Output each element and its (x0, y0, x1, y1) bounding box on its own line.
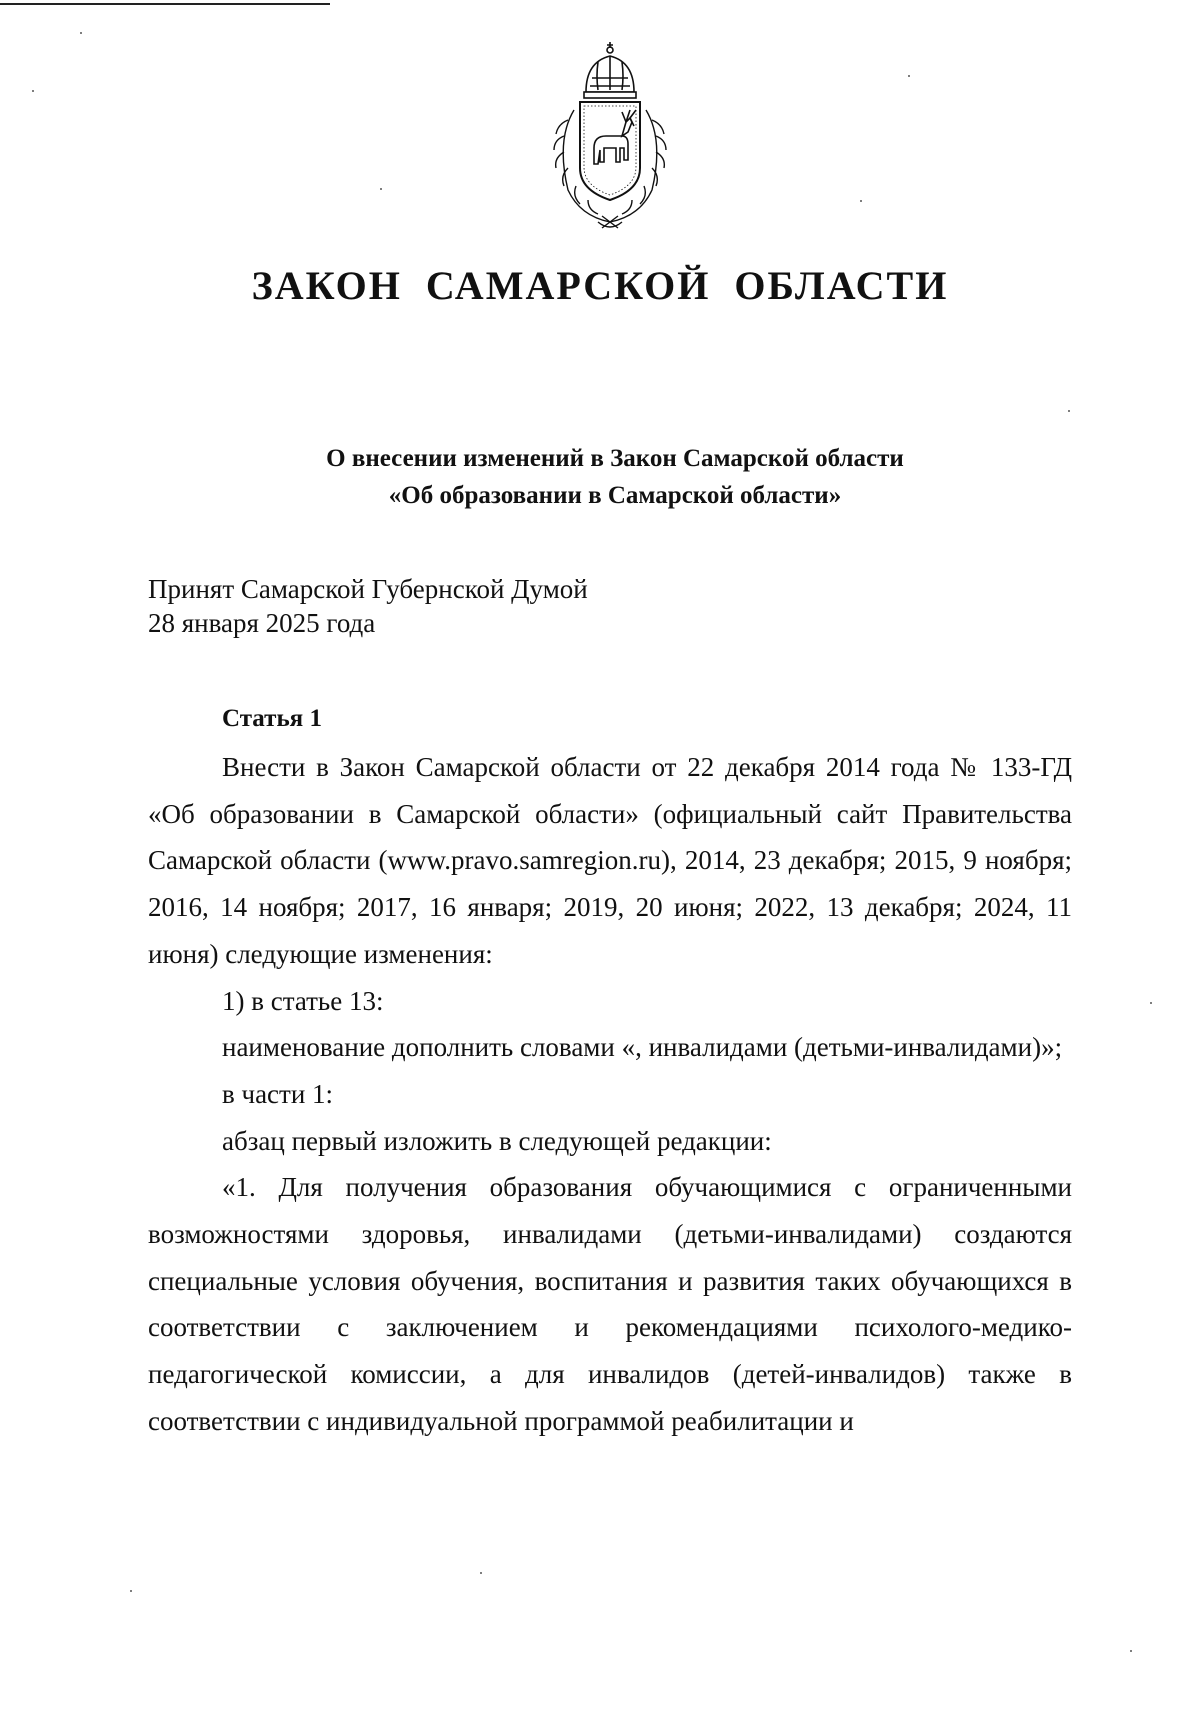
adoption-note (148, 572, 588, 640)
paragraph-title-change: наименование дополнить словами «, инвалидами (детьми-инвалидами)»; (222, 1032, 1063, 1063)
law-subtitle-line-2: «Об образовании в Самарской области» (388, 482, 842, 509)
scan-speck (80, 32, 82, 34)
scan-speck (380, 188, 382, 190)
scan-speck (480, 1572, 482, 1574)
law-subtitle-line-1: О внесении изменений в Закон Самарской области (326, 445, 904, 472)
paragraph-amendment-intro: Внести в Закон Самарской области от 22 декабря 2014 года № 133-ГД «Об образовании в Самарской области» (официальный сайт Правительства Самарской области (www.pravo.samregion.ru), 2014, 23 декабря; 2015, 9 ноября; 2016, 14 ноября; 2017, 16 января; 2019, 20 июня; 2022, 13 декабря; 2024, 11 июня) следующие изменения: (148, 752, 1072, 969)
coat-of-arms-icon (534, 40, 686, 232)
article-body (148, 744, 1072, 1445)
scan-speck (130, 1590, 132, 1592)
paragraph-part-1: в части 1: (222, 1078, 334, 1109)
adoption-body: Принят Самарской Губернской Думой (148, 574, 588, 604)
scan-speck (1068, 410, 1070, 412)
scan-speck (860, 200, 862, 202)
scan-speck (1130, 1650, 1132, 1652)
scan-speck (32, 90, 34, 92)
paragraph-first-abzac: абзац первый изложить в следующей редакции: (222, 1125, 772, 1156)
paragraph-item-1: 1) в статье 13: (222, 985, 384, 1016)
article-heading: Статья 1 (222, 705, 322, 732)
adoption-date: 28 января 2025 года (148, 608, 376, 638)
scan-speck (908, 75, 910, 77)
law-subtitle (0, 440, 1200, 514)
paragraph-new-wording: «1. Для получения образования обучающимися с ограниченными возможностями здоровья, инвалидами (детьми-инвалидами) создаются специальные условия обучения, воспитания и развития таких обучающихся в соответствии с заключением и рекомендациями психолого-медико-педагогической комиссии, а для инвалидов (детей-инвалидов) также в соответствии с индивидуальной программой реабилитации и (148, 1172, 1072, 1436)
scan-edge-line (0, 3, 330, 5)
scan-speck (1150, 1002, 1152, 1004)
law-title: ЗАКОН САМАРСКОЙ ОБЛАСТИ (251, 263, 949, 308)
